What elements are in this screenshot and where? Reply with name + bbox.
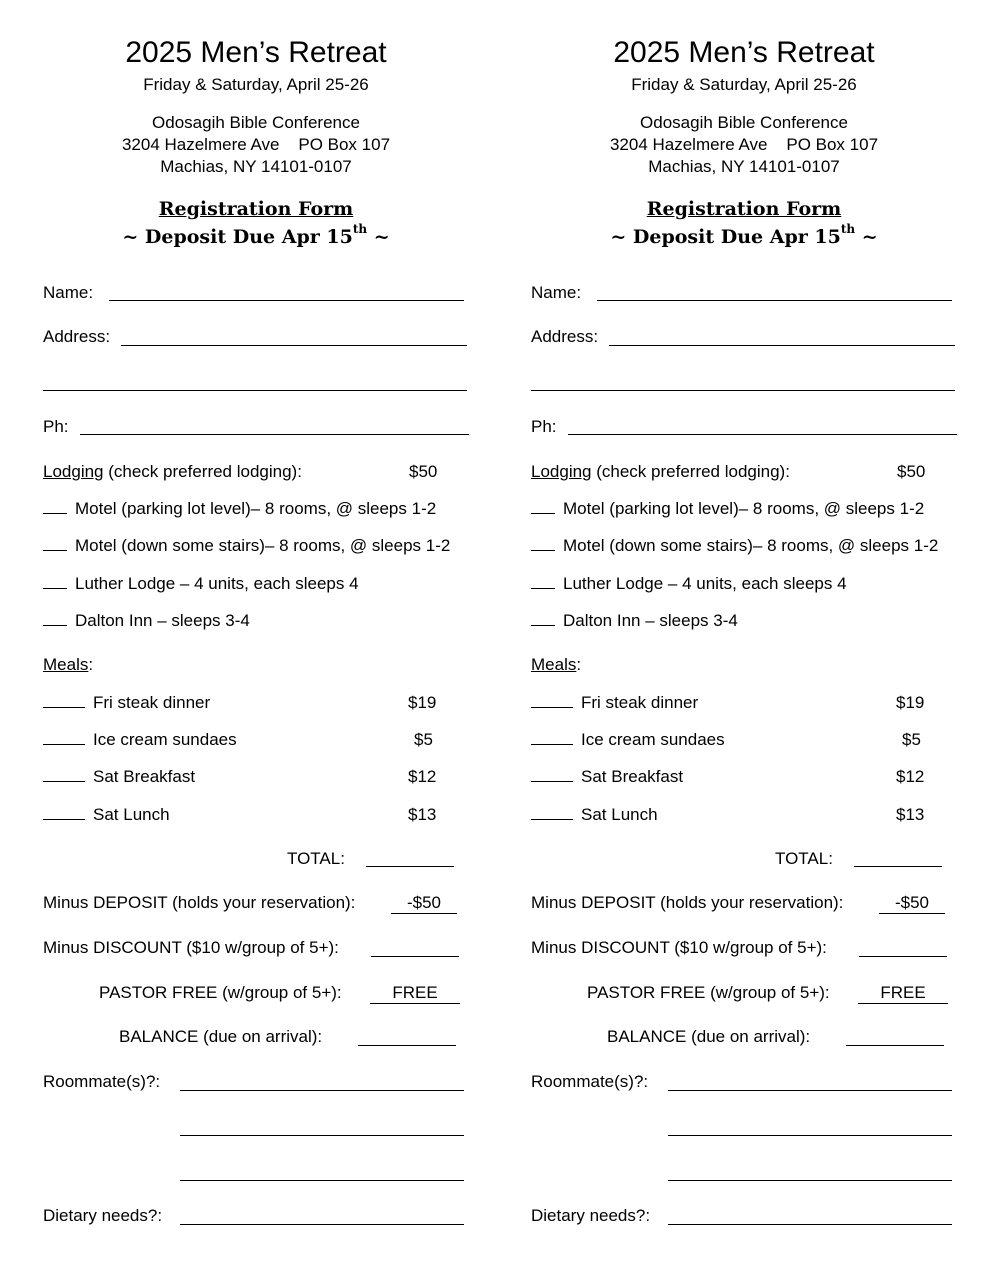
dietary-label: Dietary needs?: xyxy=(43,1206,163,1225)
name-label: Name: xyxy=(531,283,582,302)
address-field[interactable] xyxy=(121,345,467,346)
meal-price: $19 xyxy=(896,693,925,712)
meal-price: $12 xyxy=(408,767,437,786)
lodging-heading: Lodging (check preferred lodging): xyxy=(531,462,790,481)
checkbox-blank[interactable] xyxy=(43,574,67,589)
meal-price: $13 xyxy=(896,805,925,824)
quantity-blank[interactable] xyxy=(43,767,85,782)
venue-address: 3204 Hazelmere Ave PO Box 107 xyxy=(121,135,391,154)
roommates-field-line-2[interactable] xyxy=(668,1135,952,1136)
pastor-value: FREE xyxy=(370,983,460,1004)
meal-price: $19 xyxy=(408,693,437,712)
meal-price: $5 xyxy=(414,730,433,749)
name-label: Name: xyxy=(43,283,94,302)
roommates-label: Roommate(s)?: xyxy=(531,1072,649,1091)
discount-label: Minus DISCOUNT ($10 w/group of 5+): xyxy=(531,938,827,957)
quantity-blank[interactable] xyxy=(531,730,573,745)
deposit-due: ~ Deposit Due Apr 15th ~ xyxy=(122,222,390,248)
roommates-label: Roommate(s)?: xyxy=(43,1072,161,1091)
meal-item[interactable]: Fri steak dinner xyxy=(43,693,210,713)
total-label: TOTAL: xyxy=(775,849,833,868)
checkbox-blank[interactable] xyxy=(43,499,67,514)
form-title: 2025 Men’s Retreat xyxy=(613,36,875,69)
discount-field[interactable] xyxy=(371,956,459,957)
address-label: Address: xyxy=(43,327,111,346)
lodging-price: $50 xyxy=(409,462,438,481)
pastor-label: PASTOR FREE (w/group of 5+): xyxy=(99,983,342,1002)
meal-item[interactable]: Fri steak dinner xyxy=(531,693,698,713)
venue-name: Odosagih Bible Conference xyxy=(152,113,360,132)
name-field[interactable] xyxy=(109,300,464,301)
lodging-option[interactable]: Dalton Inn – sleeps 3-4 xyxy=(43,611,250,631)
event-dates: Friday & Saturday, April 25-26 xyxy=(631,75,857,94)
discount-field[interactable] xyxy=(859,956,947,957)
registration-heading: Registration Form xyxy=(158,198,354,220)
total-field[interactable] xyxy=(366,866,454,867)
address-field-line-2[interactable] xyxy=(531,390,955,391)
roommates-field[interactable] xyxy=(668,1090,952,1091)
balance-label: BALANCE (due on arrival): xyxy=(119,1027,323,1046)
form-title: 2025 Men’s Retreat xyxy=(125,36,387,69)
checkbox-blank[interactable] xyxy=(531,536,555,551)
quantity-blank[interactable] xyxy=(531,693,573,708)
lodging-option[interactable]: Motel (down some stairs)– 8 rooms, @ sleeps 1-2 xyxy=(531,536,938,556)
lodging-heading: Lodging (check preferred lodging): xyxy=(43,462,302,481)
quantity-blank[interactable] xyxy=(43,805,85,820)
lodging-option[interactable]: Luther Lodge – 4 units, each sleeps 4 xyxy=(43,574,359,594)
venue-address: 3204 Hazelmere Ave PO Box 107 xyxy=(609,135,879,154)
venue-city: Machias, NY 14101-0107 xyxy=(648,157,840,176)
checkbox-blank[interactable] xyxy=(531,574,555,589)
registration-heading: Registration Form xyxy=(646,198,842,220)
deposit-label: Minus DEPOSIT (holds your reservation): xyxy=(43,893,356,912)
meal-price: $5 xyxy=(902,730,921,749)
checkbox-blank[interactable] xyxy=(531,499,555,514)
meal-item[interactable]: Sat Breakfast xyxy=(43,767,195,787)
checkbox-blank[interactable] xyxy=(531,611,555,626)
event-dates: Friday & Saturday, April 25-26 xyxy=(143,75,369,94)
meal-item[interactable]: Ice cream sundaes xyxy=(531,730,725,750)
phone-field[interactable] xyxy=(568,434,957,435)
meals-heading: Meals: xyxy=(531,655,582,674)
lodging-price: $50 xyxy=(897,462,926,481)
quantity-blank[interactable] xyxy=(531,767,573,782)
venue-name: Odosagih Bible Conference xyxy=(640,113,848,132)
meal-price: $12 xyxy=(896,767,925,786)
dietary-field[interactable] xyxy=(180,1224,464,1225)
roommates-field-line-2[interactable] xyxy=(180,1135,464,1136)
phone-field[interactable] xyxy=(80,434,469,435)
deposit-due: ~ Deposit Due Apr 15th ~ xyxy=(610,222,878,248)
roommates-field-line-3[interactable] xyxy=(668,1180,952,1181)
discount-label: Minus DISCOUNT ($10 w/group of 5+): xyxy=(43,938,339,957)
lodging-option[interactable]: Motel (parking lot level)– 8 rooms, @ sleeps 1-2 xyxy=(531,499,924,519)
balance-field[interactable] xyxy=(358,1045,456,1046)
lodging-option[interactable]: Motel (parking lot level)– 8 rooms, @ sleeps 1-2 xyxy=(43,499,436,519)
quantity-blank[interactable] xyxy=(43,693,85,708)
balance-label: BALANCE (due on arrival): xyxy=(607,1027,811,1046)
checkbox-blank[interactable] xyxy=(43,536,67,551)
dietary-label: Dietary needs?: xyxy=(531,1206,651,1225)
dietary-field[interactable] xyxy=(668,1224,952,1225)
address-label: Address: xyxy=(531,327,599,346)
phone-label: Ph: xyxy=(531,417,557,436)
pastor-value: FREE xyxy=(858,983,948,1004)
pastor-label: PASTOR FREE (w/group of 5+): xyxy=(587,983,830,1002)
lodging-option[interactable]: Luther Lodge – 4 units, each sleeps 4 xyxy=(531,574,847,594)
total-field[interactable] xyxy=(854,866,942,867)
checkbox-blank[interactable] xyxy=(43,611,67,626)
address-field-line-2[interactable] xyxy=(43,390,467,391)
lodging-option[interactable]: Motel (down some stairs)– 8 rooms, @ sleeps 1-2 xyxy=(43,536,450,556)
phone-label: Ph: xyxy=(43,417,69,436)
meal-price: $13 xyxy=(408,805,437,824)
name-field[interactable] xyxy=(597,300,952,301)
meal-item[interactable]: Sat Lunch xyxy=(43,805,170,825)
deposit-value: -$50 xyxy=(879,893,945,914)
balance-field[interactable] xyxy=(846,1045,944,1046)
deposit-label: Minus DEPOSIT (holds your reservation): xyxy=(531,893,844,912)
total-label: TOTAL: xyxy=(287,849,345,868)
meal-item[interactable]: Ice cream sundaes xyxy=(43,730,237,750)
lodging-option[interactable]: Dalton Inn – sleeps 3-4 xyxy=(531,611,738,631)
meals-heading: Meals: xyxy=(43,655,94,674)
roommates-field[interactable] xyxy=(180,1090,464,1091)
venue-city: Machias, NY 14101-0107 xyxy=(160,157,352,176)
meal-item[interactable]: Sat Breakfast xyxy=(531,767,683,787)
address-field[interactable] xyxy=(609,345,955,346)
meal-item[interactable]: Sat Lunch xyxy=(531,805,658,825)
roommates-field-line-3[interactable] xyxy=(180,1180,464,1181)
deposit-value: -$50 xyxy=(391,893,457,914)
quantity-blank[interactable] xyxy=(531,805,573,820)
quantity-blank[interactable] xyxy=(43,730,85,745)
